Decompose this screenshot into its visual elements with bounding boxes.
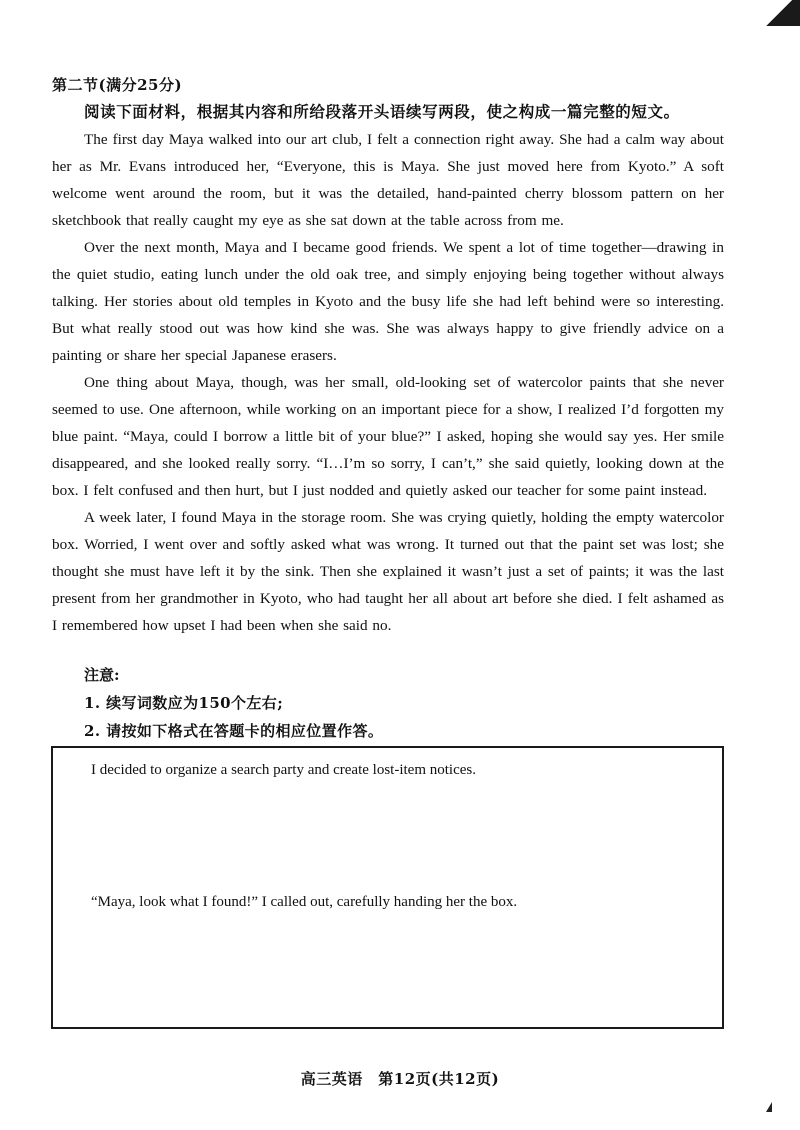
passage-paragraph: One thing about Maya, though, was her small, old-looking set of watercolor paints that she never seemed to use. One afternoon, while working on an important piece for a show, I realized I’d forgotten my blue paint. “Maya, could I borrow a little bit of your blue?” I asked, hoping she would say yes. Her smile disappeared, and she looked really sorry. “I…I’m so sorry, I can’t,” she said quietly, looking down at the box. I felt confused and then hurt, but I just nodded and quietly asked our teacher for some paint instead. [52, 374, 724, 499]
note-item-word-count: 1. 续写词数应为150个左右; [84, 694, 284, 712]
task-instruction: 阅读下面材料，根据其内容和所给段落开头语续写两段，使之构成一篇完整的短文。 [84, 102, 680, 121]
answer-box [51, 746, 724, 1029]
section-title: 第二节(满分25分) [52, 76, 183, 94]
passage-paragraph: Over the next month, Maya and I became good friends. We spent a lot of time together—drawing in the quiet studio, eating lunch under the old oak tree, and simply enjoying being together without always talking. Her stories about old temples in Kyoto and the busy life she had left behind were so interesting. But what really stood out was how kind she was. She was always happy to give friendly advice on a painting or share her special Japanese erasers. [52, 239, 724, 364]
scan-corner-mark [764, 0, 800, 26]
paragraph-one-opening: I decided to organize a search party and create lost-item notices. [91, 762, 476, 778]
passage-paragraph: The first day Maya walked into our art club, I felt a connection right away. She had a calm way about her as Mr. Evans introduced her, “Everyone, this is Maya. She just moved here from Kyoto.” A soft welcome went around the room, but it was the detailed, hand-painted cherry blossom pattern on her sketchbook that really caught my eye as she sat down at the table across from me. [52, 131, 724, 229]
scan-bottom-mark [766, 1102, 772, 1112]
page-footer: 高三英语 第12页(共12页) [300, 1070, 500, 1088]
paragraph-two-opening: “Maya, look what I found!” I called out, carefully handing her the box. [91, 894, 518, 910]
reading-passage [52, 126, 724, 639]
note-item-format: 2. 请按如下格式在答题卡的相应位置作答。 [84, 722, 384, 740]
notes-title: 注意: [84, 666, 120, 684]
passage-paragraph: A week later, I found Maya in the storage room. She was crying quietly, holding the empty watercolor box. Worried, I went over and softly asked what was wrong. It turned out that the paint set was lost; she thought she must have left it by the sink. Then she explained it wasn’t just a set of paints; it was the last present from her grandmother in Kyoto, who had taught her all about art before she died. I felt ashamed as I remembered how upset I had been when she said no. [52, 509, 724, 634]
